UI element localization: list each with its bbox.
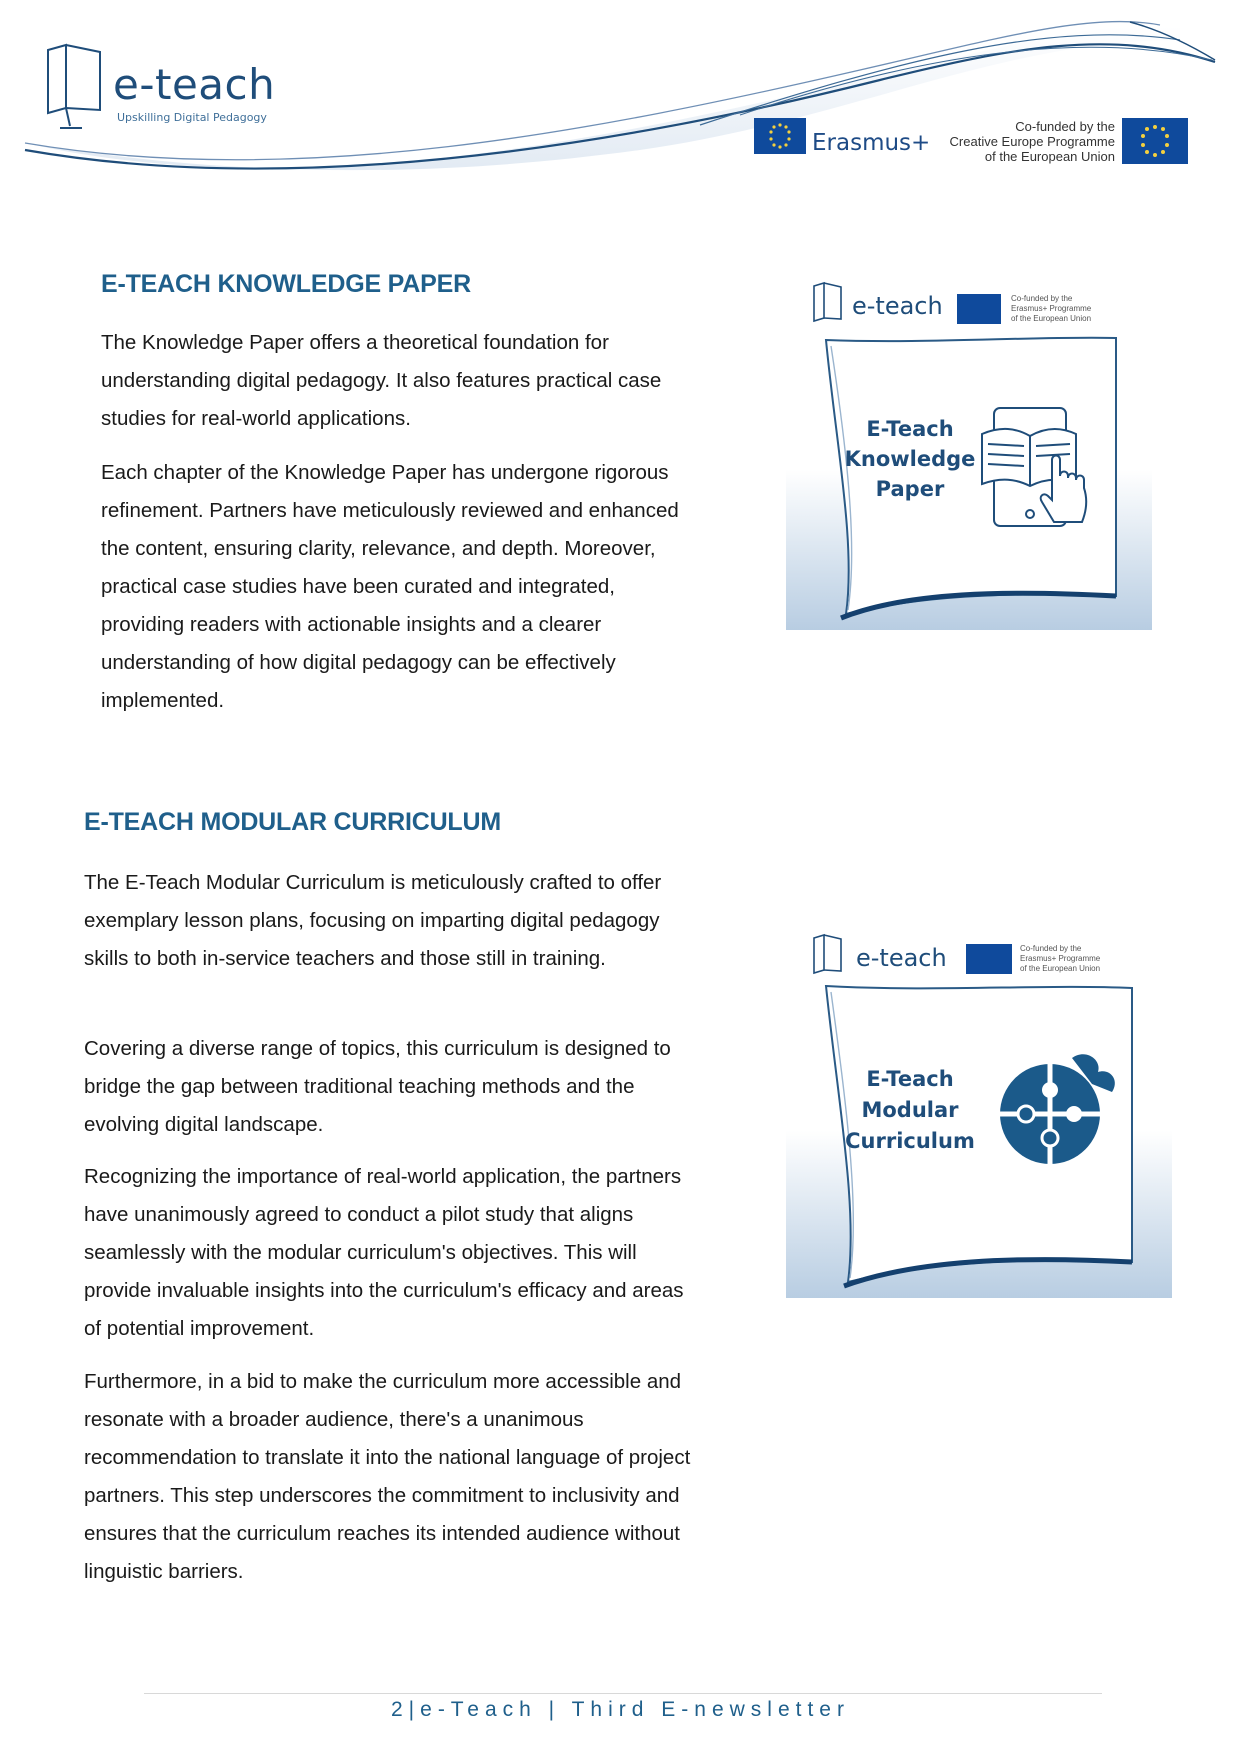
card-cofund-line: Erasmus+ Programme [1011, 304, 1092, 313]
footer-divider [144, 1693, 1102, 1694]
card-title-line: Curriculum [845, 1129, 975, 1153]
footer-page-label: 2|e-Teach | Third E-newsletter [391, 1698, 850, 1721]
card-title-line: Knowledge [844, 447, 976, 471]
eu-flag-icon [966, 944, 1012, 974]
header-logo-title: e-teach [113, 60, 276, 109]
knowledge-paper-cover-image [786, 274, 1152, 630]
eu-flag-icon [1122, 118, 1188, 164]
section-paragraph: Each chapter of the Knowledge Paper has undergone rigorous refinement. Partners have meticulously reviewed and enhanced the content, ensuring clarity, relevance, and depth. Moreover, practical case studies have been curated and integrated, providing readers with actionable insights and a clearer understanding of how digital pedagogy can be effectively implemented. [101, 461, 679, 712]
eu-flag-icon [957, 294, 1001, 324]
section-paragraph: The E-Teach Modular Curriculum is meticulously crafted to offer exemplary lesson plans, focusing on imparting digital pedagogy skills to both in-service teachers and those still in training. [84, 871, 662, 970]
cofund-line: Creative Europe Programme [949, 134, 1115, 149]
card-cofund-line: Co-funded by the [1011, 294, 1073, 303]
modular-curriculum-cover-image [786, 926, 1172, 1298]
section-title-knowledge-paper: E-TEACH KNOWLEDGE PAPER [101, 270, 471, 298]
card-title-line: E-Teach [866, 417, 954, 441]
card-logo-text: e-teach [852, 292, 943, 320]
section-paragraph: Covering a diverse range of topics, this curriculum is designed to bridge the gap between traditional teaching methods and the evolving digital landscape. [84, 1037, 671, 1136]
card-cofund-line: of the European Union [1020, 964, 1101, 973]
card-title-line: Modular [861, 1098, 959, 1122]
header-logo-subtitle: Upskilling Digital Pedagogy [117, 111, 267, 124]
e-teach-logo-icon [48, 45, 100, 128]
eu-flag-icon [754, 118, 806, 154]
section-paragraph: Recognizing the importance of real-world application, the partners have unanimously agreed to conduct a pilot study that aligns seamlessly with the modular curriculum's objectives. This will provide invaluable insights into the curriculum's efficacy and areas of potential improvement. [84, 1165, 684, 1340]
cofund-line: Co-funded by the [1015, 119, 1115, 134]
card-title-line: Paper [875, 477, 945, 501]
erasmus-label: Erasmus+ [812, 130, 931, 156]
cofund-line: of the European Union [984, 149, 1115, 164]
cofund-statement [935, 119, 1115, 164]
card-cofund-line: Erasmus+ Programme [1020, 954, 1101, 963]
section-title-modular-curriculum: E-TEACH MODULAR CURRICULUM [84, 808, 501, 836]
card-logo-text: e-teach [856, 944, 947, 972]
section-paragraph: The Knowledge Paper offers a theoretical foundation for understanding digital pedagogy. It also features practical case studies for real-world applications. [101, 331, 662, 430]
card-title-line: E-Teach [866, 1067, 954, 1091]
card-cofund-line: Co-funded by the [1020, 944, 1082, 953]
section-paragraph: Furthermore, in a bid to make the curriculum more accessible and resonate with a broader audience, there's a unanimous recommendation to translate it into the national language of project partners. This step underscores the commitment to inclusivity and ensures that the curriculum reaches its intended audience without linguistic barriers. [84, 1370, 691, 1583]
card-cofund-line: of the European Union [1011, 314, 1092, 323]
